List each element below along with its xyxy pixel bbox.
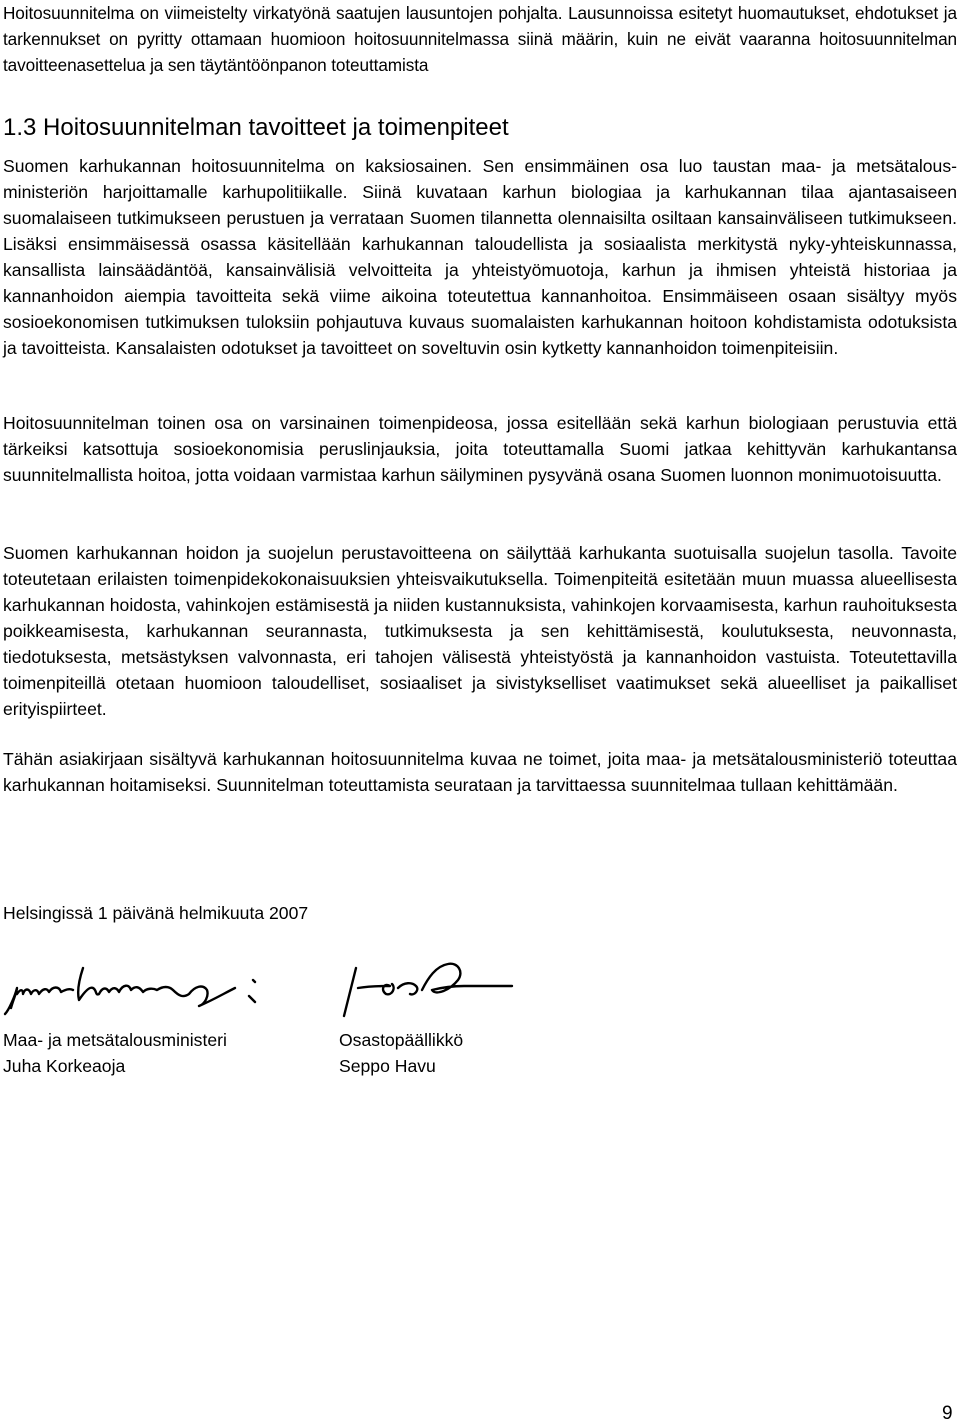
body-paragraph-3: Suomen karhukannan hoidon ja suojelun perustavoitteena on säilyttää karhukanta suotuisalla suojelun tasolla. Tavoite toteutetaan erilaisten toimenpidekokonaisuuksien yhteisvaikutuksella. Toimenpiteitä esitetään muun muassa alueellisesta karhukannan hoidosta, vahinkojen estämisestä ja niiden kustannuksista, vahinkojen korvaamisesta, karhun rauhoituksesta poikkeamisesta, karhukannan seurannasta, tutkimuksesta ja sen kehittämisestä, koulutuksesta, neuvonnasta, tiedotuksesta, metsästyksen valvonnasta, eri tahojen välisestä yhteistyöstä ja kannanhoidon vastuista. Toteutettavilla toimenpiteillä otetaan huomioon taloudelliset, sosiaaliset ja sivistykselliset vaatimukset sekä alueelliset ja paikalliset erityispiirteet. [3,543,957,719]
signatory-title: Maa- ja metsätalousministeri [3,1030,227,1050]
page-number: 9 [942,1403,953,1424]
intro-paragraph: Hoitosuunnitelma on viimeistelty virkatyönä saatujen lausuntojen pohjalta. Lausunnoissa esitetyt huomautukset, ehdotukset ja tarkennukset on pyritty ottamaan huomioon hoitosuunnitelmassa siinä määrin, kuin ne eivät vaaranna hoitosuunnitelman tavoitteenasettelua ja sen täytäntöönpanon toteuttamista [3,3,957,75]
signature-minister [3,960,263,1020]
signature-director [340,960,515,1020]
body-paragraph-4: Tähän asiakirjaan sisältyvä karhukannan hoitosuunnitelma kuvaa ne toimet, joita maa- ja metsätalousministeriö toteuttaa karhukannan hoitamiseksi. Suunnitelman toteuttamista seurataan ja tarvittaessa suunnitelmaa tullaan kehittämään. [3,749,957,795]
body-paragraph-2: Hoitosuunnitelman toinen osa on varsinainen toimenpideosa, jossa esitellään sekä karhun biologiaan perustuvia että tärkeiksi katsottuja sosioekonomisia peruslinjauksia, joita toteuttamalla Suomi jatkaa kehittyvän karhukantansa suunnitelmallista hoitoa, jotta voidaan varmistaa karhun säilyminen pysyvänä osana Suomen luonnon monimuotoisuutta. [3,413,957,485]
body-paragraph-1: Suomen karhukannan hoitosuunnitelma on kaksiosainen. Sen ensimmäinen osa luo taustan maa- ja metsätalousministeriön harjoittamalle karhupolitiikalle. Siinä kuvataan karhun biologiaa ja karhukannan tilaa ajantasaiseen suomalaiseen tutkimukseen perustuen ja verrataan Suomen tilannetta olennaisilta osiltaan kansainväliseen tutkimukseen. Lisäksi ensimmäisessä osassa käsitellään karhukannan taloudellista ja sosiaalista merkitystä nyky-yhteiskunnassa, kansallista lainsäädäntöä, kansainvälisiä velvoitteita ja yhteistyömuotoja, karhun ja ihmisen yhteistä historiaa ja kannanhoidon aiempia tavoitteita sekä viime aikoina toteutettua kannanhoitoa. Ensimmäiseen osaan sisältyy myös sosioekonomisen tutkimuksen tuloksiin pohjautuva kuvaus suomalaisten karhukannan hoitoon kohdistamista odotuksista ja tavoitteista. Kansalaisten odotukset ja tavoitteet on soveltuvin osin kytketty kannanhoidon toimenpiteisiin. [3,156,957,358]
signatory-director [339,1027,463,1079]
section-heading: 1.3 Hoitosuunnitelman tavoitteet ja toimenpiteet [3,114,509,141]
signatory-title: Osastopäällikkö [339,1030,464,1050]
place-date: Helsingissä 1 päivänä helmikuuta 2007 [3,903,309,923]
signatory-minister [3,1027,227,1079]
signatory-name: Seppo Havu [339,1056,436,1076]
signatory-name: Juha Korkeaoja [3,1056,126,1076]
